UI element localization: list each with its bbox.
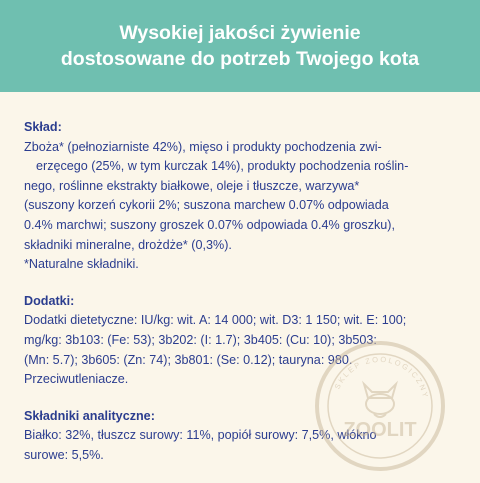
title-line-1: Wysokiej jakości żywienie xyxy=(119,22,361,44)
title-line-2: dostosowane do potrzeb Twojego kota xyxy=(60,48,420,70)
additives-line: mg/kg: 3b103: (Fe: 53); 3b202: (I: 1.7); 3b405: (Cu: 10); 3b503: xyxy=(24,332,377,347)
additives-line: Przeciwutleniacze. xyxy=(24,372,129,387)
page-title xyxy=(49,20,431,72)
composition-section xyxy=(24,118,464,275)
natural-ingredients-note: *Naturalne składniki. xyxy=(24,257,139,272)
composition-line: erzęcego (25%, w tym kurczak 14%), produkty pochodzenia roślin- xyxy=(36,159,409,174)
composition-line: (suszony korzeń cykorii 2%; suszona marchew 0.07% odpowiada xyxy=(24,198,389,213)
analytical-line: surowe: 5,5%. xyxy=(24,447,104,462)
analytical-line: Białko: 32%, tłuszcz surowy: 11%, popiół surowy: 7,5%, włókno xyxy=(24,428,377,443)
composition-heading: Skład: xyxy=(24,120,62,134)
analytical-heading: Składniki analityczne: xyxy=(24,408,155,423)
watermark-inner-ring xyxy=(328,354,432,458)
zoolit-watermark-logo xyxy=(314,340,446,472)
cat-icon xyxy=(364,384,396,417)
watermark-brand: ZOOLIT xyxy=(343,419,417,441)
header-banner xyxy=(0,0,480,92)
additives-line: (Mn: 5.7); 3b605: (Zn: 74); 3b801: (Se: 0.12); tauryna: 980. xyxy=(24,352,353,367)
composition-line: 0.4% marchwi; suszony groszek 0.07% odpowiada 0.4% groszku), xyxy=(24,217,395,232)
additives-line: Dodatki dietetyczne: IU/kg: wit. A: 14 000; wit. D3: 1 150; wit. E: 100; xyxy=(24,313,407,328)
additives-heading: Dodatki: xyxy=(24,293,75,308)
composition-line: Zboża* (pełnoziarniste 42%), mięso i produkty pochodzenia zwi- xyxy=(24,139,382,154)
watermark-ring-text: SKLEP ZOOLOGICZNY xyxy=(332,354,431,400)
composition-line: składniki mineralne, drożdże* (0,3%). xyxy=(24,237,232,252)
composition-line: nego, roślinne ekstrakty białkowe, oleje i tłuszcze, warzywa* xyxy=(24,178,360,193)
